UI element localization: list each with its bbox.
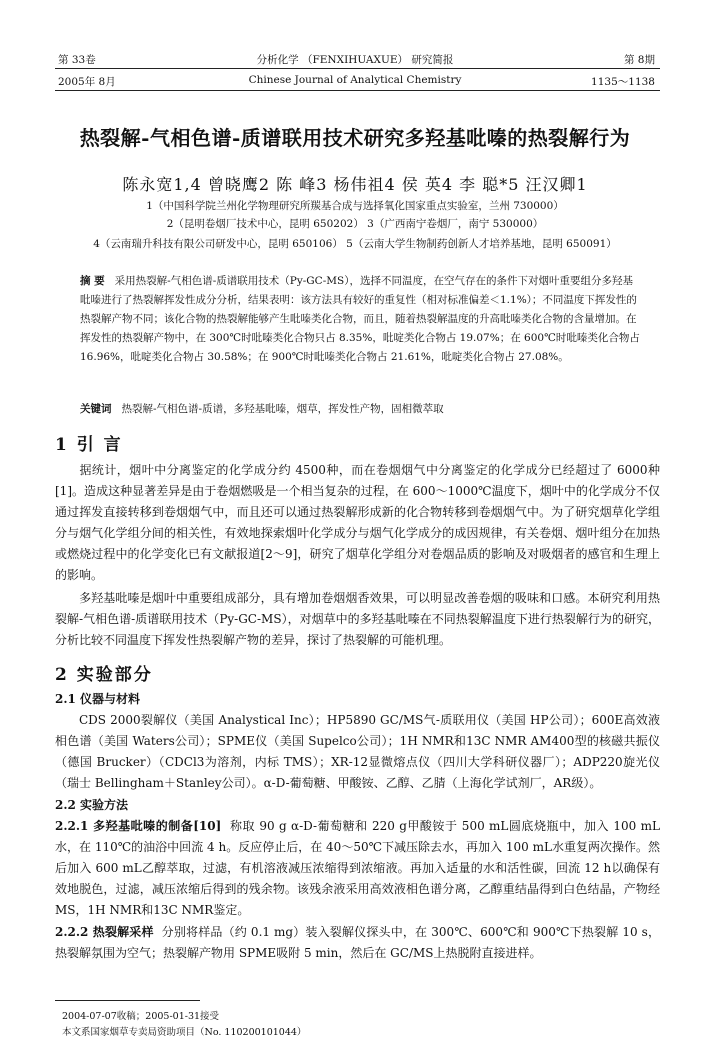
preparation-label: 2.2.1 多羟基吡嗪的制备[10]	[55, 819, 222, 833]
instruments-paragraph-text: CDS 2000裂解仪（美国 Analystical Inc）；HP5890 GC/MS气-质联用仪（美国 HP公司）；600E高效液相色谱（美国 Waters公司）；SPME仪（美国 Supelco公司）；1H NMR和13C NMR AM400型的核磁共振仪（德国 Brucker）（CDCl3为溶剂，内标 TMS）；XR-12显微熔点仪（四川大学科研仪器厂）；ADP220旋光仪（瑞士 Bellingham＋Stanley公司）。α-D-葡萄糖、甲酸铵、乙醇、乙腈（上海化学试剂厂，AR级）。	[55, 713, 660, 790]
header-pages: 1135～1138	[591, 76, 655, 88]
pyrolysis-sampling-label: 2.2.2 热裂解采样	[55, 925, 154, 939]
header-journal-cn: 分析化学 （FENXIHUAXUE） 研究简报	[256, 54, 454, 66]
instruments-paragraph	[55, 710, 660, 794]
keywords-label: 关键词	[80, 403, 112, 415]
keywords-text: 热裂解-气相色谱-质谱，多羟基吡嗪，烟草，挥发性产物，固相微萃取	[121, 403, 444, 415]
footnote-rule	[55, 1000, 200, 1001]
abstract-label: 摘 要	[80, 275, 105, 287]
subsection-heading-methods: 2.2 实验方法	[55, 798, 129, 812]
header-rule-top	[55, 68, 660, 69]
preparation-paragraph	[55, 816, 660, 921]
header-rule-bottom	[55, 90, 660, 91]
intro-paragraph-2-text: 多羟基吡嗪是烟叶中重要组成部分，具有增加卷烟烟香效果，可以明显改善卷烟的吸味和口感。本研究利用热裂解-气相色谱-质谱联用技术（Py-GC-MS），对烟草中的多羟基吡嗪在不同热裂解温度下进行热裂解行为的研究，分析比较不同温度下挥发性热裂解产物的差异，探讨了热裂解的可能机理。	[55, 591, 660, 647]
preparation-paragraph-text: 称取 90 g α-D-葡萄糖和 220 g甲酸铵于 500 mL圆底烧瓶中，加入 100 mL水，在 110℃的油浴中回流 4 h。反应停止后，在 40～50℃下减压除去水，再加入 100 mL水重复两次操作。然后加入 600 mL乙醇萃取，过滤，有机溶液减压浓缩得到浓缩液。再加入适量的水和活性碳，回流 12 h以确保有效地脱色，过滤，减压浓缩后得到的残余物。该残余液采用高效液相色谱分离，乙醇重结晶得到白色结晶，产物经 MS，1H NMR和13C NMR鉴定。	[55, 819, 660, 917]
intro-paragraph-2	[55, 588, 660, 651]
header-issue: 第 8期	[623, 54, 655, 66]
intro-paragraph-1	[55, 460, 660, 586]
subsection-heading-instruments: 2.1 仪器与材料	[55, 692, 141, 706]
affiliation-line-3: 4（云南瑞升科技有限公司研发中心，昆明 650106） 5（云南大学生物制药创新人才培养基地，昆明 650091）	[93, 238, 617, 250]
affiliation-line-2: 2（昆明卷烟厂技术中心，昆明 650202） 3（广西南宁卷烟厂，南宁 530000）	[166, 218, 544, 230]
section-heading-experimental: 2 实验部分	[55, 665, 153, 685]
header-date: 2005年 8月	[58, 76, 116, 88]
footnote-received: 2004-07-07收稿；2005-01-31接受	[62, 1011, 220, 1022]
pyrolysis-sampling-paragraph	[55, 922, 660, 964]
header-journal-en: Chinese Journal of Analytical Chemistry	[248, 74, 462, 86]
pyrolysis-sampling-text: 分别将样品（约 0.1 mg）装入裂解仪探头中，在 300℃、600℃和 900℃下热裂解 10 s，热裂解氛围为空气；热裂解产物用 SPME吸附 5 min，然后在 GC/MS上热脱附直接进样。	[55, 925, 660, 960]
abstract	[80, 272, 642, 367]
affiliation-line-1: 1（中国科学院兰州化学物理研究所羰基合成与选择氧化国家重点实验室，兰州 730000）	[146, 200, 564, 212]
author-list: 陈永宽1,4 曾晓鹰2 陈 峰3 杨伟祖4 侯 英4 李 聪*5 汪汉卿1	[122, 175, 588, 194]
section-heading-introduction: 1 引 言	[55, 435, 123, 455]
abstract-text: 采用热裂解-气相色谱-质谱联用技术（Py-GC-MS），选择不同温度，在空气存在的条件下对烟叶重要组分多羟基吡嗪进行了热裂解挥发性成分分析，结果表明：该方法具有较好的重复性（相对标准偏差＜1.1%）；不同温度下挥发性的热裂解产物不同；该化合物的热裂解能够产生吡嗪类化合物，而且，随着热裂解温度的升高吡嗪类化合物的含量增加。在挥发性的热裂解产物中，在 300℃时吡嗪类化合物只占 8.35%，吡啶类化合物占 19.07%；在 600℃时吡嗪类化合物占 16.96%，吡啶类化合物占 30.58%；在 900℃时吡嗪类化合物占 21.61%，吡啶类化合物占 27.08%。	[80, 275, 640, 363]
keywords	[80, 400, 642, 419]
footnote-funding: 本文系国家烟草专卖局资助项目（No. 110200101044）	[62, 1027, 307, 1038]
paper-title: 热裂解-气相色谱-质谱联用技术研究多羟基吡嗪的热裂解行为	[79, 126, 631, 150]
intro-paragraph-1-text: 据统计，烟叶中分离鉴定的化学成分约 4500种，而在卷烟烟气中分离鉴定的化学成分已经超过了 6000种[1]。造成这种显著差异是由于卷烟燃吸是一个相当复杂的过程，在 600～1000℃温度下，烟叶中的化学成分不仅通过挥发直接转移到卷烟烟气中，而且还可以通过热裂解形成新的化合物转移到卷烟烟气中。为了研究烟草化学组分与烟气化学组分间的相关性，有效地探索烟叶化学成分与烟气化学成分的成因规律，有关卷烟、烟叶组分在加热或燃烧过程中的化学变化已有文献报道[2～9]，研究了烟草化学组分对卷烟品质的影响及对吸烟者的感官和生理上的影响。	[55, 463, 660, 582]
header-volume: 第 33卷	[58, 54, 96, 66]
